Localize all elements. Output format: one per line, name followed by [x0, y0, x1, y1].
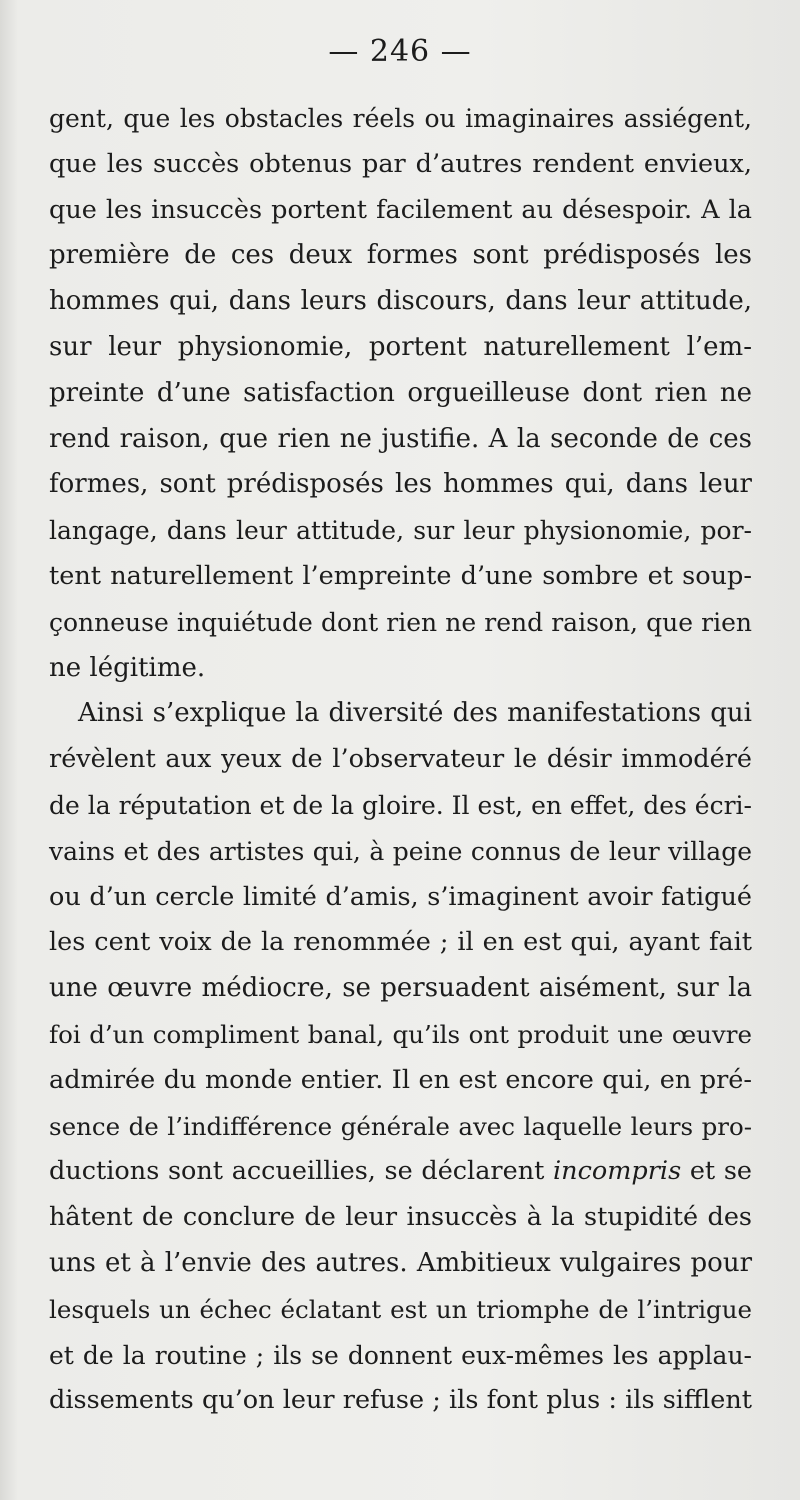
text-line: et de la routine ; ils se donnent eux-mêmes les applau- — [49, 1340, 752, 1370]
text-line: dissements qu’on leur refuse ; ils font plus : ils sifflent — [49, 1385, 752, 1416]
text-line: rend raison, que rien ne justifie. A la seconde de ces — [49, 423, 752, 454]
text-line: hâtent de conclure de leur insuccès à la stupidité des — [49, 1202, 752, 1233]
text-line: sur leur physionomie, portent naturellement l’em- — [49, 331, 752, 362]
text-line: les cent voix de la renommée ; il en est qui, ayant fait — [49, 927, 752, 958]
text-line: formes, sont prédisposés les hommes qui, dans leur — [49, 469, 752, 500]
text-line: vains et des artistes qui, à peine connus de leur village — [49, 836, 752, 866]
text-line: révèlent aux yeux de l’observateur le désir immodéré — [49, 744, 752, 775]
page-number: — 246 — — [328, 34, 472, 69]
text-line: uns et à l’envie des autres. Ambitieux vulgaires pour — [49, 1247, 752, 1278]
body-text — [49, 96, 752, 1424]
text-line: que les succès obtenus par d’autres rendent envieux, — [49, 148, 752, 179]
text-segment: et se — [681, 1156, 753, 1187]
text-line: première de ces deux formes sont prédisposés les — [49, 240, 752, 271]
text-line: langage, dans leur attitude, sur leur physionomie, por- — [49, 516, 752, 546]
text-line: gent, que les obstacles réels ou imaginaires assiégent, — [49, 104, 752, 133]
text-line: çonneuse inquiétude dont rien ne rend raison, que rien — [49, 607, 752, 637]
text-line: lesquels un échec éclatant est un triomphe de l’intrigue — [49, 1294, 752, 1324]
text-segment: ductions sont accueillies, se déclarent — [49, 1156, 554, 1187]
text-line: que les insuccès portent facilement au désespoir. A la — [49, 194, 752, 225]
text-line: ou d’un cercle limité d’amis, s’imaginent avoir fatigué — [49, 881, 752, 912]
text-line: preinte d’une satisfaction orgueilleuse dont rien ne — [49, 377, 752, 408]
text-line: admirée du monde entier. Il en est encore qui, en pré- — [49, 1064, 752, 1095]
text-line-with-italic — [49, 1149, 752, 1195]
text-line: une œuvre médiocre, se persuadent aisément, sur la — [49, 973, 752, 1004]
text-line: hommes qui, dans leurs discours, dans leur attitude, — [49, 286, 752, 317]
paragraph-end-line: ne légitime. — [49, 652, 206, 683]
text-line: sence de l’indifférence générale avec laquelle leurs pro- — [49, 1111, 752, 1141]
text-line: foi d’un compliment banal, qu’ils ont produit une œuvre — [49, 1019, 752, 1049]
italic-word: incompris — [553, 1156, 682, 1187]
text-line: de la réputation et de la gloire. Il est, en effet, des écri- — [49, 790, 752, 820]
paragraph-start-line: Ainsi s’explique la diversité des manifestations qui — [78, 698, 752, 729]
text-line: tent naturellement l’empreinte d’une sombre et soup- — [49, 560, 752, 591]
